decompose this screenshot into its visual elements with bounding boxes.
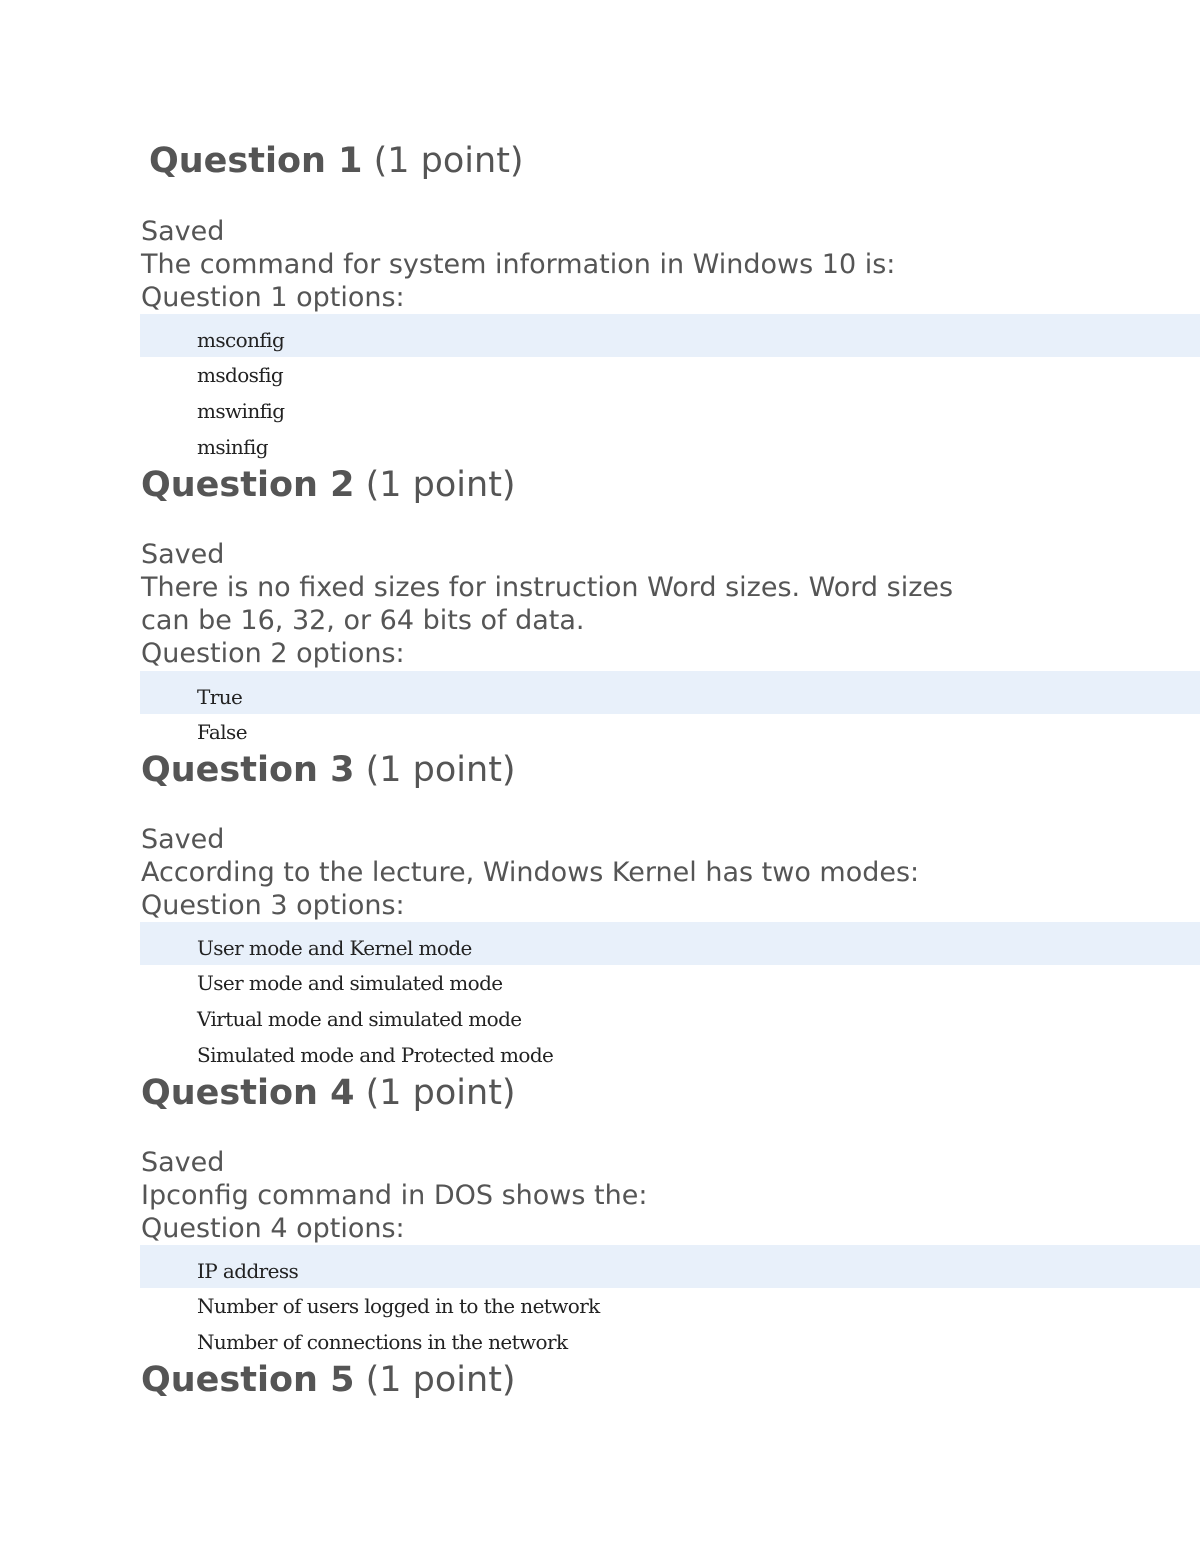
question-text: There is no fixed sizes for instruction Word sizes. Word sizes xyxy=(141,572,954,603)
question-2-body xyxy=(141,538,953,670)
options-label: Question 2 options: xyxy=(141,638,405,669)
question-3-heading xyxy=(141,750,516,790)
question-points: (1 point) xyxy=(365,465,516,505)
option-item[interactable]: Simulated mode and Protected mode xyxy=(197,1043,554,1067)
option-item[interactable]: Virtual mode and simulated mode xyxy=(197,1007,522,1031)
saved-status: Saved xyxy=(141,1147,225,1178)
question-3-body xyxy=(141,823,919,922)
question-text: can be 16, 32, or 64 bits of data. xyxy=(141,605,585,636)
option-item[interactable]: mswinfig xyxy=(197,399,285,423)
question-1-heading xyxy=(149,141,524,181)
saved-status: Saved xyxy=(141,216,225,247)
saved-status: Saved xyxy=(141,539,225,570)
option-item[interactable]: msconfig xyxy=(140,314,1200,357)
question-2-options xyxy=(140,671,1200,750)
question-text: According to the lecture, Windows Kernel has two modes: xyxy=(141,857,920,888)
question-text: The command for system information in Windows 10 is: xyxy=(141,249,896,280)
question-points: (1 point) xyxy=(365,1073,516,1113)
question-5-heading xyxy=(141,1360,516,1400)
options-label: Question 4 options: xyxy=(141,1213,405,1244)
question-4-options xyxy=(140,1245,1200,1360)
option-item[interactable]: False xyxy=(197,720,247,744)
question-number: Question 5 xyxy=(141,1360,355,1400)
question-4-body xyxy=(141,1146,647,1245)
option-item[interactable]: Number of connections in the network xyxy=(197,1330,568,1354)
option-item[interactable]: IP address xyxy=(140,1245,1200,1288)
options-label: Question 1 options: xyxy=(141,282,405,313)
option-item[interactable]: True xyxy=(140,671,1200,714)
question-1-body xyxy=(141,215,895,314)
question-points: (1 point) xyxy=(373,141,524,181)
option-item[interactable]: User mode and Kernel mode xyxy=(140,922,1200,965)
option-item[interactable]: Number of users logged in to the network xyxy=(197,1294,600,1318)
question-points: (1 point) xyxy=(365,1360,516,1400)
question-number: Question 1 xyxy=(149,141,363,181)
option-item[interactable]: msinfig xyxy=(197,435,268,459)
question-text: Ipconfig command in DOS shows the: xyxy=(141,1180,648,1211)
question-number: Question 3 xyxy=(141,750,355,790)
option-item[interactable]: msdosfig xyxy=(197,363,284,387)
question-points: (1 point) xyxy=(365,750,516,790)
saved-status: Saved xyxy=(141,824,225,855)
options-label: Question 3 options: xyxy=(141,890,405,921)
option-item[interactable]: User mode and simulated mode xyxy=(197,971,503,995)
question-3-options xyxy=(140,922,1200,1073)
question-number: Question 2 xyxy=(141,465,355,505)
question-2-heading xyxy=(141,465,516,505)
question-number: Question 4 xyxy=(141,1073,355,1113)
question-1-options xyxy=(140,314,1200,465)
question-4-heading xyxy=(141,1073,516,1113)
